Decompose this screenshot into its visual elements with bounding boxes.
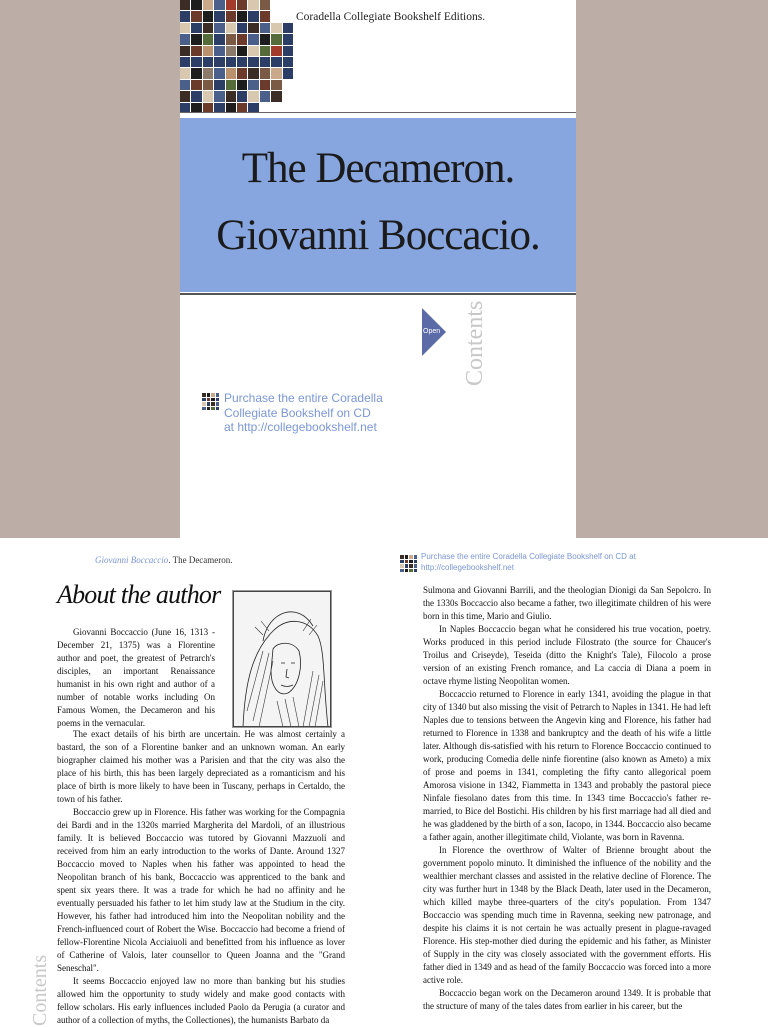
collage-tile [191,68,201,78]
collage-tile [214,11,224,21]
collage-tile [214,46,224,56]
collage-tile [409,569,413,573]
collage-tile [405,560,409,564]
collage-tile [237,0,247,10]
collage-tile [202,398,206,402]
body-paragraph: Sulmona and Giovanni Barrili, and the theologian Dionigi da San Sepolcro. In the 1330s Boccaccio also became a father, two illegitimate children of his were born in this time, Mario and Giulio. [423,585,711,621]
collage-tile [191,23,201,33]
collage-tile [260,91,270,101]
collage-tile [248,80,258,90]
collage-tile [414,555,418,559]
collage-tile [180,23,190,33]
collage-tile [271,91,281,101]
body-paragraph: In Florence the overthrow of Walter of Brienne brought about the government popolo minuto. It diminished the influence of the nobility and the wealthier merchant classes and assisted in the relative decline of Florence. The city was further hurt in 1348 by the Black Death, later used in the Decameron, which killed maybe three-quarters of the city's population. From 1347 Boccaccio was spending much time in Ravenna, seeking new patronage, and despite his claims it is not certain he was actually present in plague-ravaged Florence. His step-mother died during the epidemic and his father, as Minister of Supply in the city was closely associated with the government efforts. His father died in 1349 and as head of the family Boccaccio was forced into a more active role. [423,845,711,985]
collage-tile [226,91,236,101]
collage-tile [180,80,190,90]
collage-tile [226,34,236,44]
collage-tile [216,407,220,411]
body-paragraph: In Naples Boccaccio began what he considered his true vocation, poetry. Works produced in this period include Filostrato (the source for Chaucer's Troilus and Criseyde), Teseida (ditto the Knight's Tale), Filocolo a prose version of an existing French romance, and La caccia di Diana a poem in octave rhyme listing Neopolitan women. [423,624,711,686]
body-paragraph: Giovanni Boccaccio (June 16, 1313 - December 21, 1375) was a Florentine author and poet, the greatest of Petrarch's disciples, an important Renaissance humanist in his own right and author of a number of notable works including On Famous Women, the Decameron and his poems in the vernacular. [57,627,215,728]
collage-tile [283,57,293,67]
collage-thumbnail-icon [202,393,220,411]
collage-tile [237,68,247,78]
collage-tile [226,68,236,78]
collage-tile [202,407,206,411]
cover-rule-top [180,112,576,113]
collage-tile [203,34,213,44]
collage-tile [409,560,413,564]
collage-tile [207,393,211,397]
body-paragraph: It seems Boccaccio enjoyed law no more than banking but his studies allowed him the opportunity to study widely and make good contacts with fellow scholars. His early influences included Paolo da Perugia (a curator and author of a collection of myths, the Collectiones), the humanists Barbato da [57,976,345,1025]
collage-tile [180,46,190,56]
collage-tile [226,46,236,56]
collage-tile [237,91,247,101]
collage-tile [216,393,220,397]
author-portrait [232,590,332,728]
running-title: . The Decameron. [168,555,233,565]
book-author: Giovanni Boccacio. [216,212,540,259]
collage-tile [237,80,247,90]
collage-tile [237,46,247,56]
collage-tile [203,11,213,21]
collage-tile [260,0,270,10]
collage-tile [191,34,201,44]
collage-tile [237,11,247,21]
right-page [384,538,768,1024]
intro-paragraph [57,626,215,730]
collage-tile [180,91,190,101]
collage-tile [271,68,281,78]
title-banner [180,118,576,292]
cover-rule-bottom [180,293,576,295]
collage-tile [214,80,224,90]
collage-tile [283,23,293,33]
collage-tile [271,57,281,67]
collage-tile [248,34,258,44]
collage-tile [271,46,281,56]
collage-tile [271,80,281,90]
body-paragraph: The exact details of his birth are uncertain. He was almost certainly a bastard, the son of a Florentine banker and an unknown woman. An early biographer claimed his mother was a Parisien and that the city was also the place of his birth, this has been largely depreciated as a romanticism and his place of birth is more likely to have been in Tuscany, perhaps in Certaldo, the town of his father. [57,729,345,804]
collage-tile [409,555,413,559]
collage-tile [405,569,409,573]
collage-tile [203,0,213,10]
collage-tile [414,560,418,564]
collage-tile [214,0,224,10]
purchase-link-text[interactable]: Purchase the entire Coradella Collegiate Bookshelf on CD at http://collegebookshelf.net [224,391,383,434]
collage-tile [260,23,270,33]
collage-tile [211,393,215,397]
collage-tile [202,393,206,397]
running-author[interactable]: Giovanni Boccaccio [95,555,169,565]
collage-tile [214,91,224,101]
collage-thumbnail-icon [400,555,418,573]
collage-tile [260,34,270,44]
collage-tile [400,569,404,573]
collage-tile [409,564,413,568]
collage-tile [248,46,258,56]
collage-tile [283,46,293,56]
publisher-line: Coradella Collegiate Bookshelf Editions. [296,11,486,23]
collage-tile [214,57,224,67]
book-title: The Decameron. [241,145,515,192]
collage-tile [226,11,236,21]
collage-tile [211,407,215,411]
collage-tile [226,57,236,67]
collage-tile [180,11,190,21]
collage-tile [248,23,258,33]
collage-tile [211,402,215,406]
collage-tile [214,68,224,78]
right-body-text [423,584,711,1013]
collage-tile [260,57,270,67]
left-page [0,538,384,1024]
collage-tile [180,57,190,67]
collage-tile [203,23,213,33]
collage-tile [248,91,258,101]
collage-tile [248,57,258,67]
collage-tile [414,569,418,573]
contents-side-label[interactable]: Contents [29,954,51,1026]
collage-tile [203,80,213,90]
collage-tile [260,46,270,56]
collage-tile [248,68,258,78]
collage-tile [260,68,270,78]
collage-tile [191,11,201,21]
collage-tile [271,34,281,44]
collage-tile [414,564,418,568]
cover-page [180,0,576,538]
collage-tile [203,68,213,78]
collage-tile [400,555,404,559]
collage-tile [191,80,201,90]
portrait-engraving [233,591,331,727]
collage-tile [260,80,270,90]
portrait-collage-image [180,0,294,114]
collage-tile [180,0,190,10]
collage-tile [202,402,206,406]
contents-link-label[interactable]: Contents [462,300,488,386]
collage-tile [226,0,236,10]
collage-tile [214,34,224,44]
collage-tile [203,57,213,67]
collage-tile [260,11,270,21]
collage-tile [400,564,404,568]
collage-tile [191,91,201,101]
collage-tile [226,23,236,33]
collage-tile [191,57,201,67]
collage-tile [237,34,247,44]
collage-tile [248,0,258,10]
collage-tile [216,402,220,406]
collage-tile [216,398,220,402]
collage-tile [214,23,224,33]
collage-tile [180,34,190,44]
collage-tile [283,68,293,78]
collage-tile [180,68,190,78]
collage-tile [405,564,409,568]
contents-link[interactable] [452,302,492,386]
section-heading: About the author [57,580,221,609]
contents-side-tab[interactable] [29,942,51,1026]
collage-tile [207,398,211,402]
collage-tile [191,0,201,10]
collage-tile [237,23,247,33]
collage-tile [271,23,281,33]
collage-tile [207,407,211,411]
collage-tile [191,46,201,56]
collage-tile [203,91,213,101]
left-body-text [57,728,345,1027]
body-paragraph: Boccaccio began work on the Decameron around 1349. It is probable that the structure of many of the tales dates from earlier in his career, but the [423,988,711,1011]
running-header [95,555,233,565]
collage-tile [405,555,409,559]
body-paragraph: Boccaccio returned to Florence in early 1341, avoiding the plague in that city of 1340 but also missing the visit of Petrarch to Naples in 1341. He had left Naples due to tensions between the Angevin king and Florence, his father had returned to Florence in 1338 and bankruptcy and the death of his wife a little later. Although dis-satisfied with his return to Florence Boccaccio continued to work, producing Comedia delle ninfe fiorentine (also known as Ameto) a mix of prose and poems in 1341, completing the fifty canto allegorical poem Amorosa visione in 1342, Fiammetta in 1343 and probably the pastoral piece Ninfale fiesolano dates from this time. In 1343 time Boccaccio's father re-married, to Bice del Bostichi. His children by his first marriage had all died and he was gladdened by the birth of a son, Iacopo, in 1344. Boccaccio also became a father again, another illegitimate child, Violante, was born in Ravenna. [423,689,711,842]
collage-tile [248,11,258,21]
purchase-link-text[interactable]: Purchase the entire Coradella Collegiate Bookshelf on CD at http://collegebookshelf.net [421,552,636,572]
open-button-label[interactable]: Open [423,328,441,335]
collage-tile [203,46,213,56]
collage-tile [211,398,215,402]
collage-tile [237,57,247,67]
collage-tile [283,34,293,44]
collage-tile [400,560,404,564]
body-paragraph: Boccaccio grew up in Florence. His father was working for the Compagnia dei Bardi and in the 1320s married Margherita del Mardoli, of an illustrious family. It is believed Boccaccio was tutored by Giovanni Mazzuoli and received from him an early introduction to the works of Dante. Around 1327 Boccaccio moved to Naples when his father was appointed to head the Neopolitan branch of his bank, Boccaccio was apprenticed to the bank and spent six years there. It was a trade for which he had no affinity and he eventually persuaded his father to let him study law at the Studium in the city. However, his father had introduced him into the Neopolitan nobility and the French-influenced court of Robert the Wise. Boccaccio had become a friend of fellow-Florentine Nicola Acciaiuoli and benefitted from his influence as lover of Catherine of Valois, later counsellor to Queen Joanna and the "Grand Seneschal". [57,807,345,973]
collage-tile [207,402,211,406]
collage-tile [226,80,236,90]
